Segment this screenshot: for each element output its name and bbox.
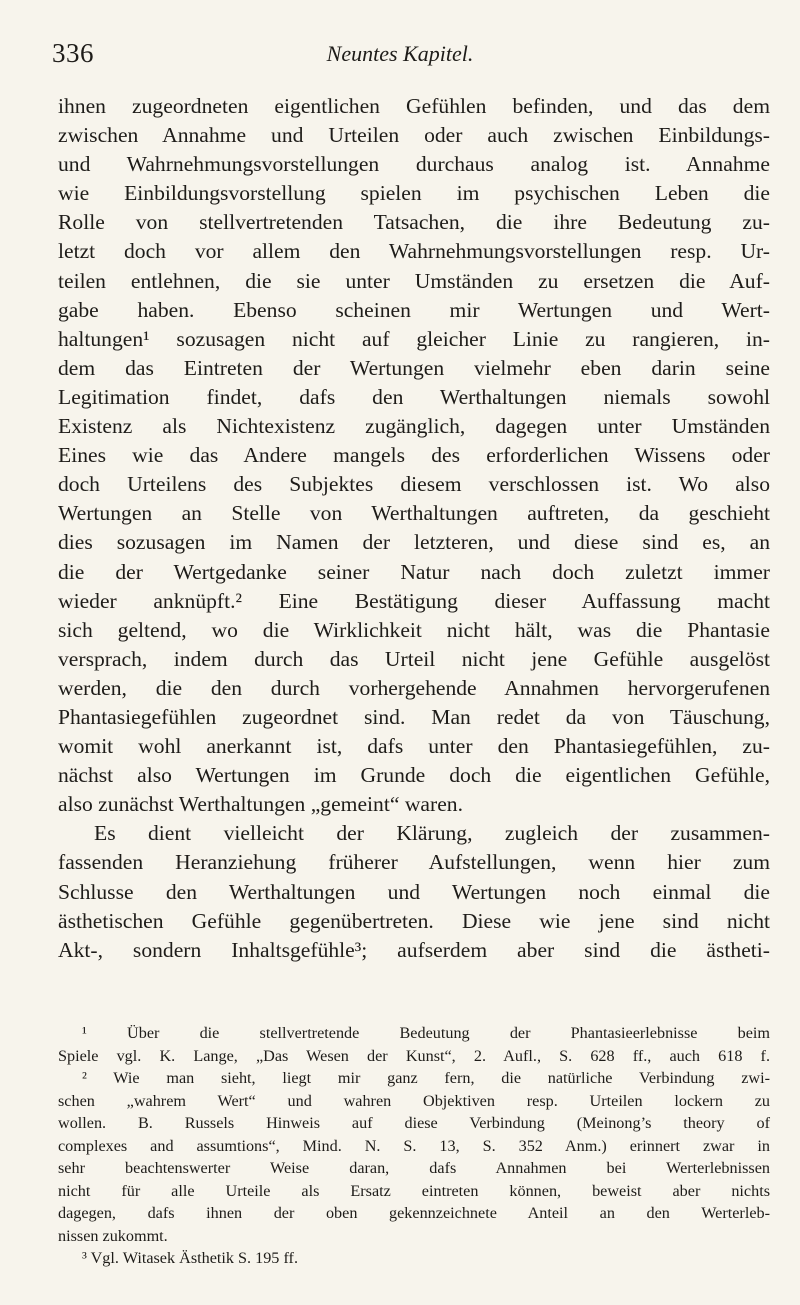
- body-line: die der Wertgedanke seiner Natur nach doch zuletzt immer: [58, 559, 770, 584]
- footnote-line: sehr beachtenswerter Weise daran, dafs Annahmen bei Werterlebnissen: [58, 1159, 770, 1177]
- footnote-line: dagegen, dafs ihnen der oben gekennzeichnete Anteil an den Werterleb-: [58, 1204, 770, 1222]
- body-line: Legitimation findet, dafs den Werthaltungen niemals sowohl: [58, 384, 770, 409]
- footnote-line: schen „wahrem Wert“ und wahren Objektiven resp. Urteilen lockern zu: [58, 1091, 770, 1110]
- footnote-line: wollen. B. Russels Hinweis auf diese Verbindung (Meinong’s theory of: [58, 1114, 770, 1132]
- body-line: haltungen¹ sozusagen nicht auf gleicher Linie zu rangieren, in-: [58, 326, 770, 351]
- body-line: nächst also Wertungen im Grunde doch die eigentlichen Gefühle,: [58, 763, 770, 788]
- body-line: Schlusse den Werthaltungen und Wertungen noch einmal die: [58, 879, 770, 904]
- running-head: Neuntes Kapitel.: [326, 41, 474, 66]
- body-line: fassenden Heranziehung früherer Aufstellungen, wenn hier zum: [58, 850, 770, 875]
- body-line: dies sozusagen im Namen der letzteren, und diese sind es, an: [58, 530, 770, 555]
- body-line: Existenz als Nichtexistenz zugänglich, dagegen unter Umständen: [58, 414, 770, 439]
- body-line: doch Urteilens des Subjektes diesem verschlossen ist. Wo also: [58, 472, 770, 497]
- body-line: gabe haben. Ebenso scheinen mir Wertungen und Wert-: [58, 297, 770, 322]
- body-line: wie Einbildungsvorstellung spielen im psychischen Leben die: [58, 181, 770, 206]
- body-line: also zunächst Werthaltungen „gemeint“ waren.: [58, 792, 463, 817]
- body-line: ihnen zugeordneten eigentlichen Gefühlen befinden, und das dem: [58, 94, 770, 118]
- body-line: zwischen Annahme und Urteilen oder auch zwischen Einbildungs-: [58, 123, 770, 148]
- page-number: 336: [52, 38, 94, 68]
- body-line: ästhetischen Gefühle gegenübertreten. Diese wie jene sind nicht: [58, 908, 770, 933]
- footnote-line: Spiele vgl. K. Lange, „Das Wesen der Kunst“, 2. Aufl., S. 628 ff., auch 618 f.: [58, 1046, 770, 1065]
- body-line: womit wohl anerkannt ist, dafs unter den Phantasiegefühlen, zu-: [58, 734, 770, 759]
- footnotes: [58, 1022, 770, 1270]
- footnote-line: complexes and assumtions“, Mind. N. S. 13, S. 352 Anm.) erinnert zwar in: [58, 1136, 770, 1155]
- body-line: Akt-, sondern Inhaltsgefühle³; aufserdem aber sind die ästheti-: [58, 937, 770, 962]
- body-line: Eines wie das Andere mangels des erforderlichen Wissens oder: [58, 443, 770, 468]
- body-line: Wertungen an Stelle von Werthaltungen auftreten, da geschieht: [58, 501, 770, 526]
- body-line: teilen entlehnen, die sie unter Umständen zu ersetzen die Auf-: [58, 268, 770, 293]
- body-line: versprach, indem durch das Urteil nicht jene Gefühle ausgelöst: [58, 646, 770, 671]
- body-line: dem das Eintreten der Wertungen vielmehr eben darin seine: [58, 355, 770, 380]
- body-line: letzt doch vor allem den Wahrnehmungsvorstellungen resp. Ur-: [58, 239, 770, 264]
- footnote-line: nicht für alle Urteile als Ersatz eintreten können, beweist aber nichts: [58, 1181, 770, 1200]
- body-line: Es dient vielleicht der Klärung, zugleich der zusammen-: [94, 821, 770, 846]
- body-line: Rolle von stellvertretenden Tatsachen, die ihre Bedeutung zu-: [58, 210, 770, 235]
- page-header: [0, 36, 800, 76]
- footnote-line: ³ Vgl. Witasek Ästhetik S. 195 ff.: [82, 1249, 298, 1267]
- body-line: und Wahrnehmungsvorstellungen durchaus analog ist. Annahme: [58, 152, 770, 177]
- body-line: werden, die den durch vorhergehende Annahmen hervorgerufenen: [58, 675, 770, 700]
- footnote-line: nissen zukommt.: [58, 1226, 168, 1245]
- body-line: wieder anknüpft.² Eine Bestätigung dieser Auffassung macht: [58, 588, 770, 613]
- body-line: Phantasiegefühlen zugeordnet sind. Man redet da von Täuschung,: [58, 704, 770, 729]
- body-line: sich geltend, wo die Wirklichkeit nicht hält, was die Phantasie: [58, 617, 770, 642]
- body-text: [58, 92, 770, 965]
- footnote-line: ² Wie man sieht, liegt mir ganz fern, die natürliche Verbindung zwi-: [82, 1069, 770, 1087]
- footnote-line: ¹ Über die stellvertretende Bedeutung der Phantasieerlebnisse beim: [82, 1024, 770, 1042]
